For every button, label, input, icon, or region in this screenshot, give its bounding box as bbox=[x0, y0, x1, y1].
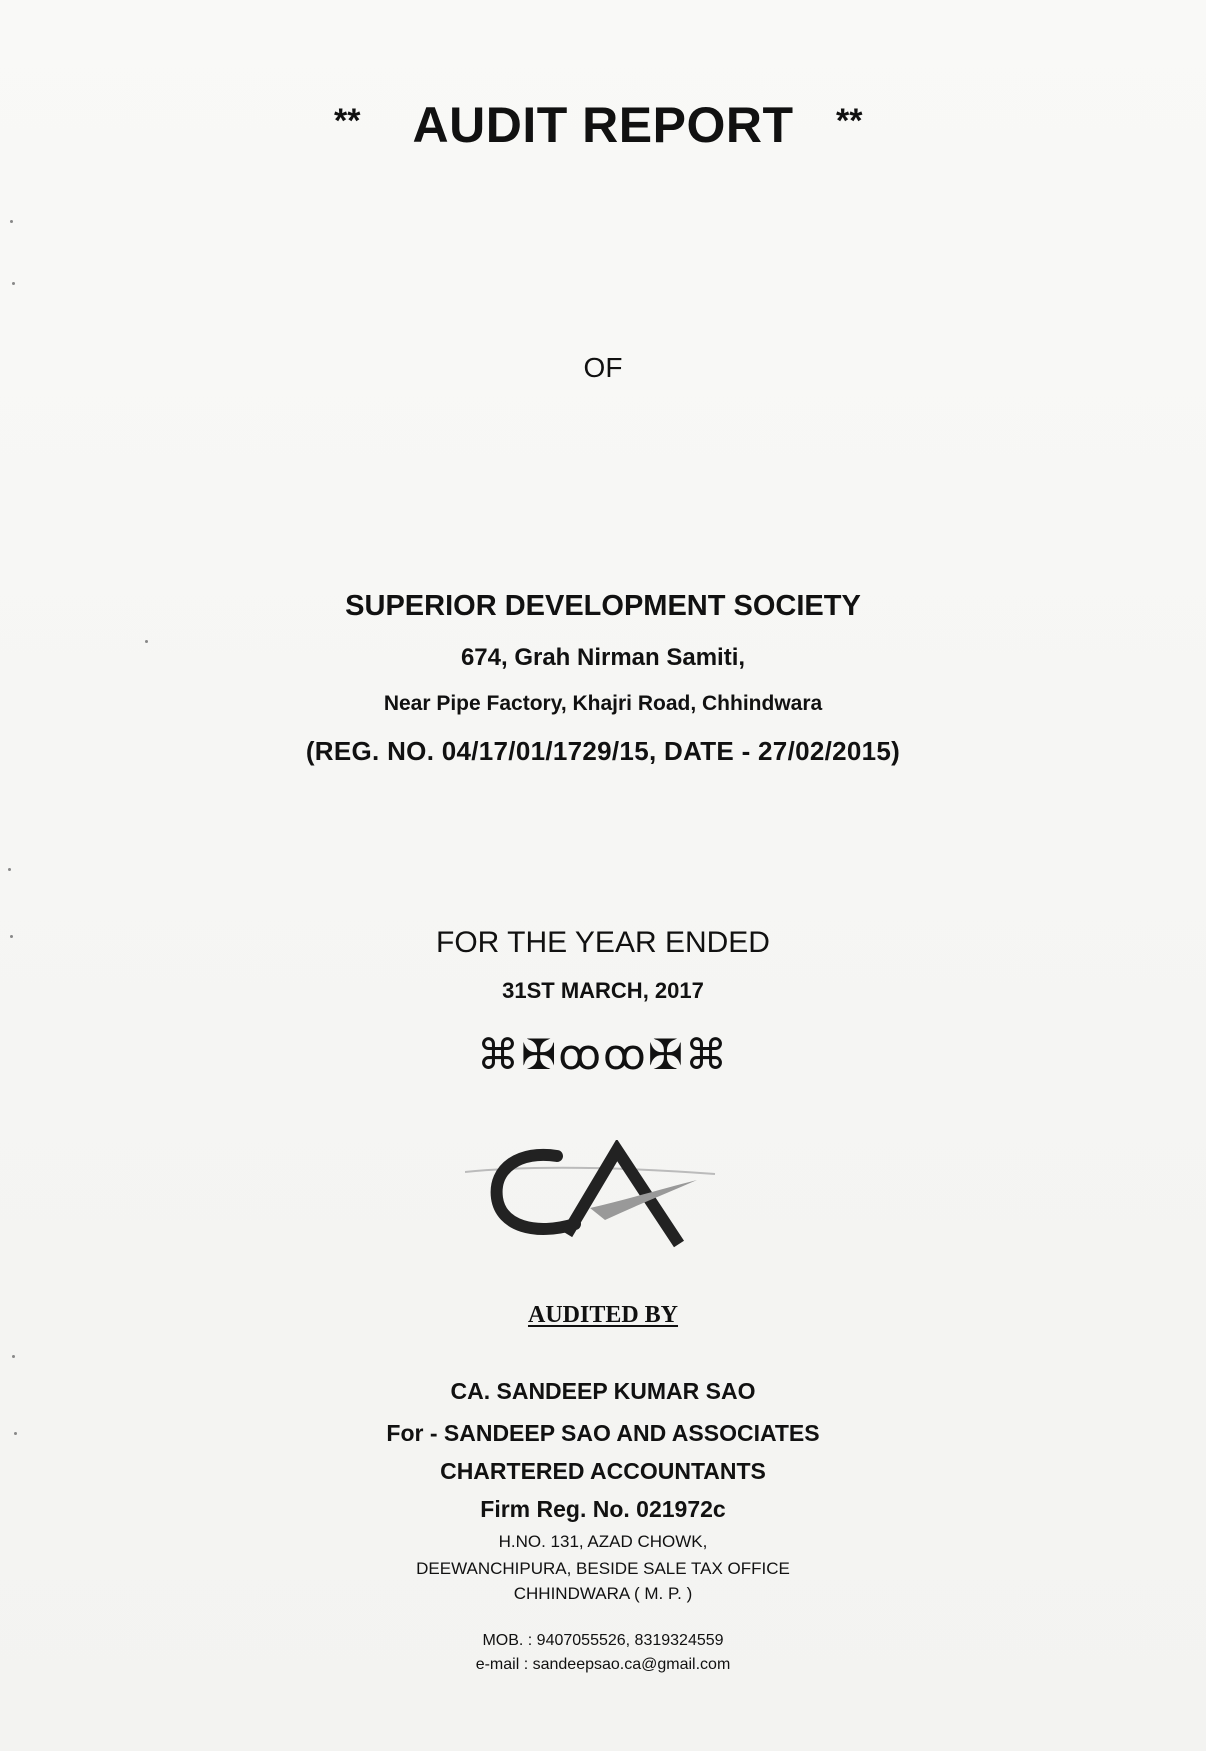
auditor-firm: For - SANDEEP SAO AND ASSOCIATES bbox=[386, 1420, 820, 1446]
report-title: AUDIT REPORT bbox=[412, 97, 794, 153]
auditor-designation: CHARTERED ACCOUNTANTS bbox=[440, 1458, 766, 1484]
auditor-address-line2: DEEWANCHIPURA, BESIDE SALE TAX OFFICE bbox=[416, 1559, 790, 1578]
scan-speck bbox=[10, 935, 13, 938]
scan-speck bbox=[145, 640, 148, 643]
auditor-mobile: MOB. : 9407055526, 8319324559 bbox=[482, 1632, 724, 1649]
title-stars-left: ** bbox=[334, 102, 361, 140]
auditor-email: e-mail : sandeepsao.ca@gmail.com bbox=[475, 1656, 731, 1673]
scan-speck bbox=[12, 282, 15, 285]
scan-speck bbox=[12, 1355, 15, 1358]
auditor-address-line3: CHHINDWARA ( M. P. ) bbox=[513, 1584, 693, 1603]
scan-speck bbox=[14, 1432, 17, 1435]
ca-logo-icon bbox=[465, 1140, 745, 1250]
organization-address-line1: 674, Grah Nirman Samiti, bbox=[460, 644, 746, 671]
period-label: FOR THE YEAR ENDED bbox=[436, 926, 770, 959]
auditor-address-line1: H.NO. 131, AZAD CHOWK, bbox=[498, 1532, 708, 1551]
period-date: 31ST MARCH, 2017 bbox=[502, 978, 704, 1003]
auditor-name: CA. SANDEEP KUMAR SAO bbox=[450, 1378, 756, 1404]
scan-speck bbox=[10, 220, 13, 223]
firm-registration: Firm Reg. No. 021972c bbox=[480, 1496, 726, 1522]
title-stars-right: ** bbox=[836, 102, 863, 140]
audited-by-heading: AUDITED BY bbox=[527, 1302, 679, 1328]
ornament-divider: ⌘✠ꝏꝏ✠⌘ bbox=[477, 1030, 729, 1079]
scan-speck bbox=[8, 868, 11, 871]
organization-registration: (REG. NO. 04/17/01/1729/15, DATE - 27/02/2015) bbox=[305, 736, 901, 766]
report-header bbox=[0, 96, 1206, 156]
of-label: OF bbox=[583, 352, 623, 383]
organization-address-line2: Near Pipe Factory, Khajri Road, Chhindwara bbox=[383, 692, 823, 715]
organization-name: SUPERIOR DEVELOPMENT SOCIETY bbox=[345, 590, 861, 622]
